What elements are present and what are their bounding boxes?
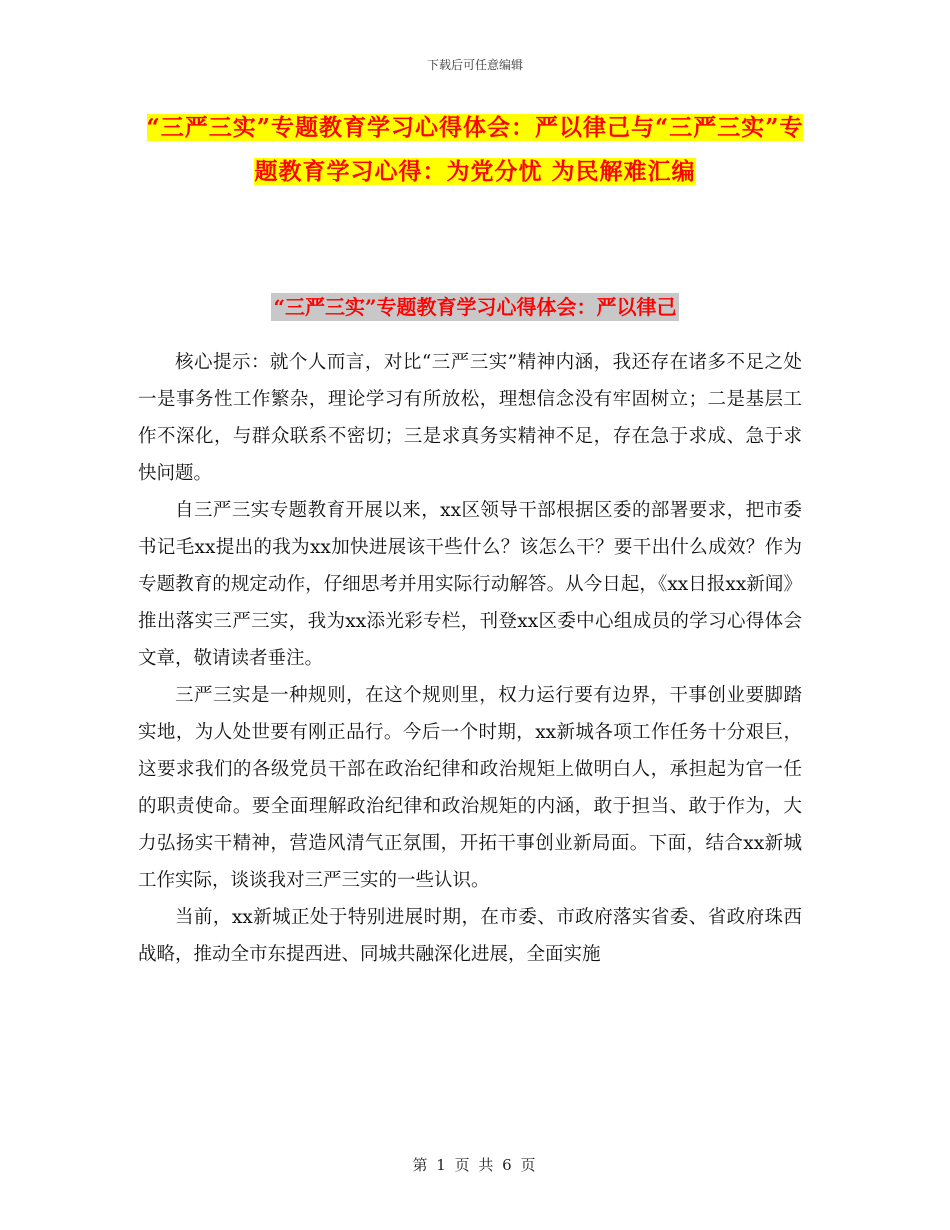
document-body [138, 344, 802, 973]
header-note: 下载后可任意编辑 [426, 58, 523, 72]
main-title [138, 106, 812, 194]
main-title-text: “三严三实”专题教育学习心得体会：严以律己与“三严三实”专题教育学习心得：为党分忧 为民解难汇编 [146, 114, 804, 185]
section-title [0, 290, 950, 324]
paragraph: 自三严三实专题教育开展以来，xx区领导干部根据区委的部署要求，把市委书记毛xx提出的我为xx加快进展该干些什么？该怎么干？要干出什么成效？作为专题教育的规定动作，仔细思考并用实际行动解答。从今日起，《xx日报xx新闻》推出落实三严三实，我为xx添光彩专栏，刊登xx区委中心组成员的学习心得体会文章，敬请读者垂注。 [138, 500, 802, 669]
page-footer: 第 1 页 共 6 页 [412, 1156, 538, 1174]
paragraph: 当前，xx新城正处于特别进展时期，在市委、市政府落实省委、省政府珠西战略，推动全市东提西进、同城共融深化进展，全面实施 [138, 907, 802, 965]
paragraph: 核心提示：就个人而言，对比“三严三实”精神内涵，我还存在诸多不足之处一是事务性工作繁杂，理论学习有所放松，理想信念没有牢固树立；二是基层工作不深化，与群众联系不密切；三是求真务实精神不足，存在急于求成、急于求快问题。 [138, 352, 802, 484]
section-title-text: “三严三实”专题教育学习心得体会：严以律己 [273, 295, 677, 319]
paragraph: 三严三实是一种规则，在这个规则里，权力运行要有边界，干事创业要脚踏实地，为人处世要有刚正品行。今后一个时期，xx新城各项工作任务十分艰巨，这要求我们的各级党员干部在政治纪律和政治规矩上做明白人，承担起为官一任的职责使命。要全面理解政治纪律和政治规矩的内涵，敢于担当、敢于作为，大力弘扬实干精神，营造风清气正氛围，开拓干事创业新局面。下面，结合xx新城工作实际，谈谈我对三严三实的一些认识。 [138, 685, 802, 891]
